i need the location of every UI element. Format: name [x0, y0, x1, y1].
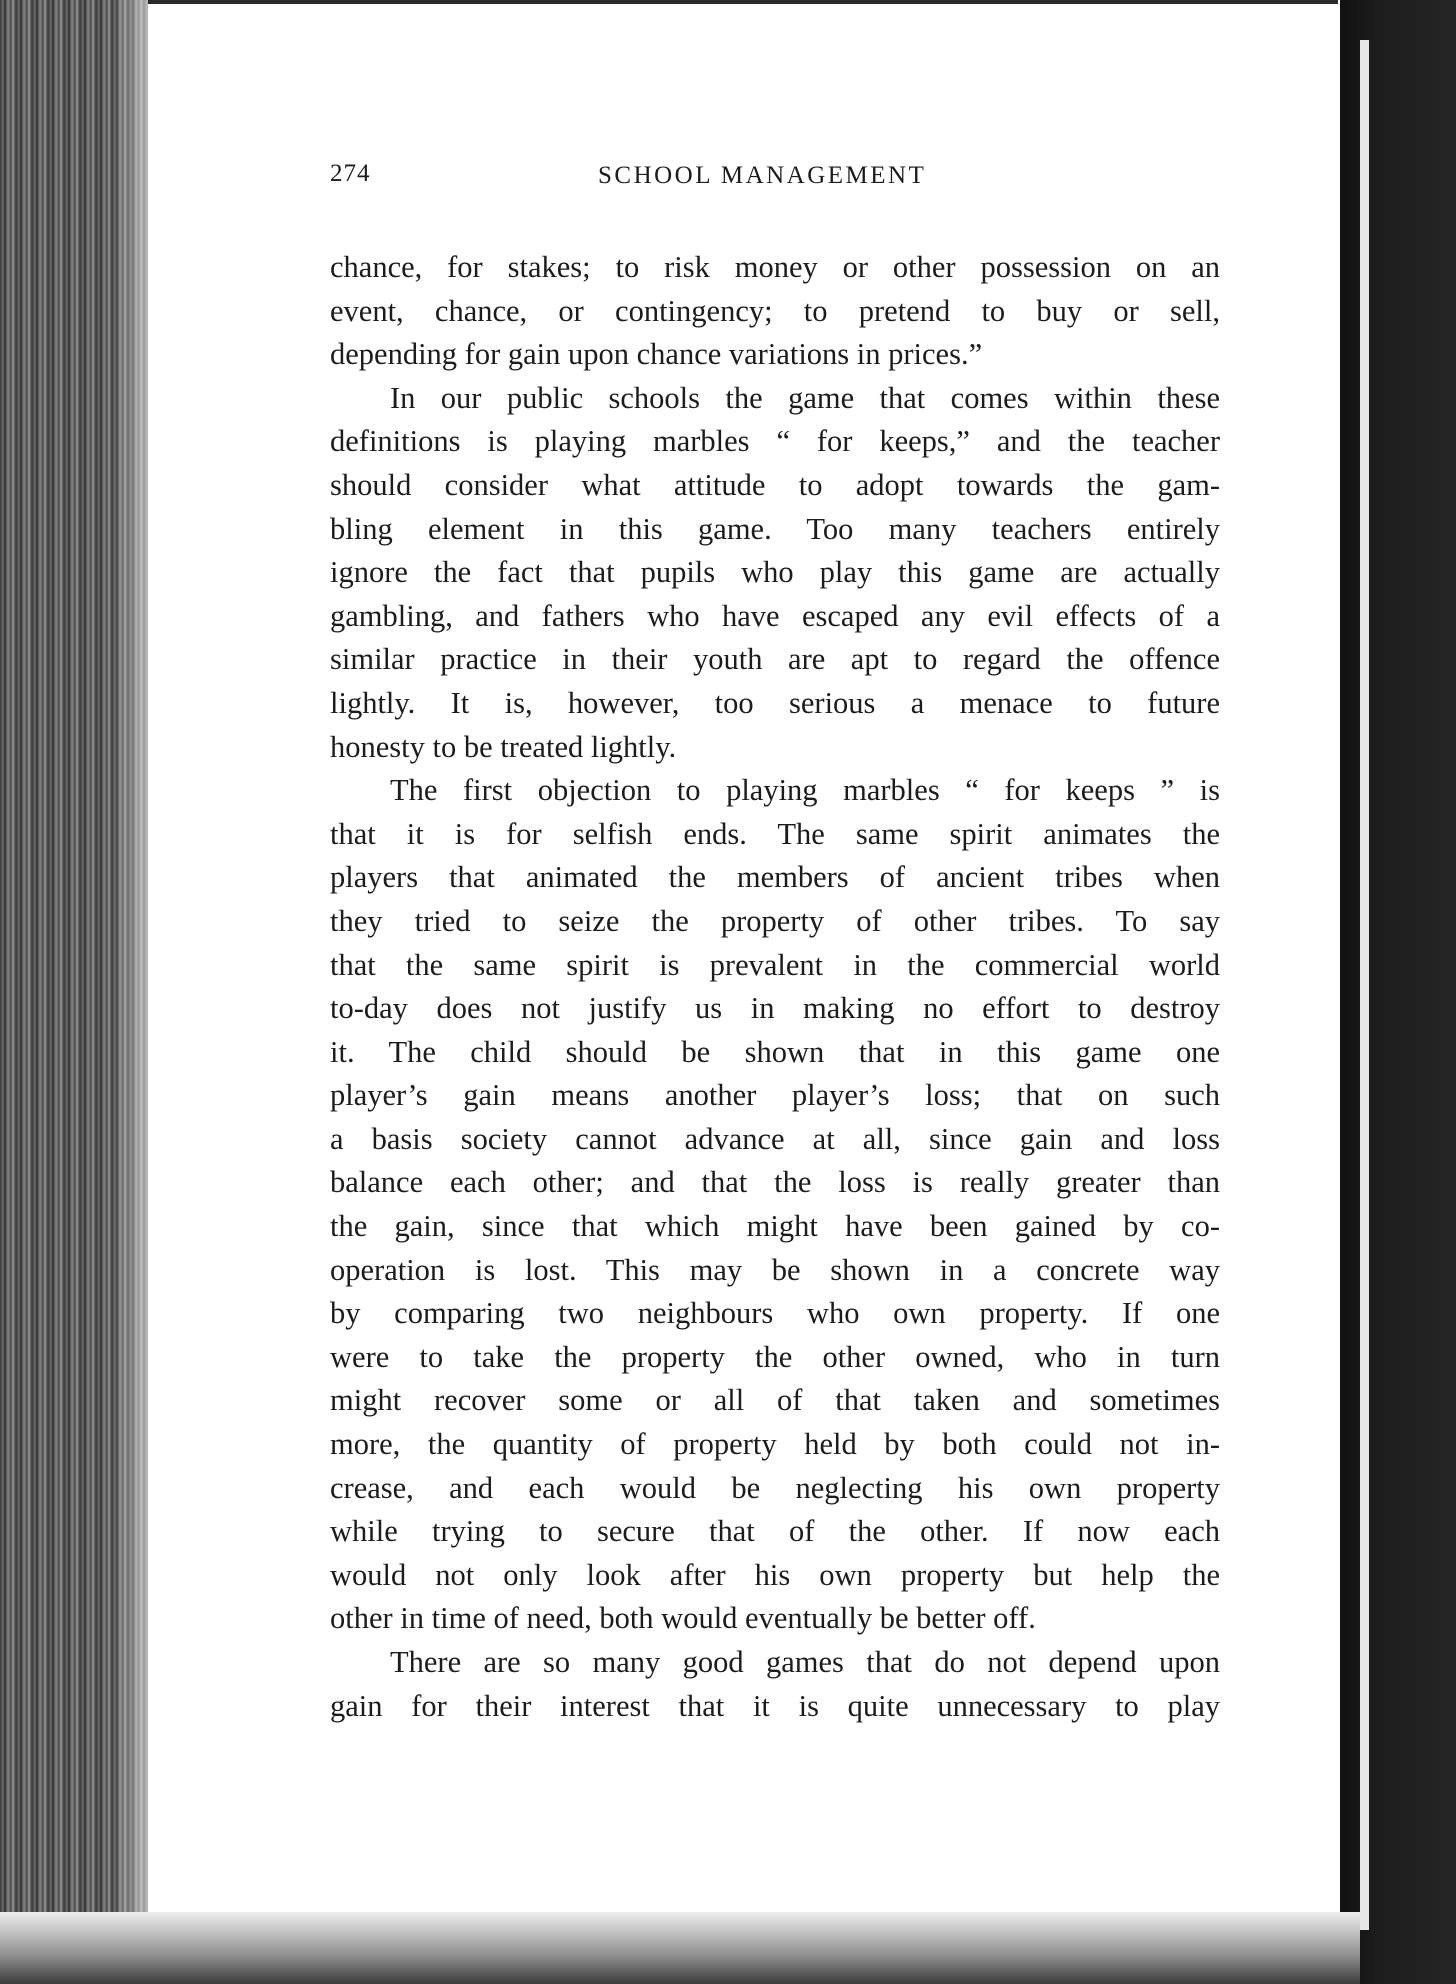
text-line: a basis society cannot advance at all, since gain and loss	[330, 1121, 1220, 1156]
paragraph	[330, 1641, 1220, 1728]
text-line: definitions is playing marbles “ for keeps,” and the teacher	[330, 424, 1220, 459]
text-line: balance each other; and that the loss is really greater than	[330, 1165, 1220, 1200]
page-edge-bottom	[0, 1912, 1360, 1984]
text-line: to-day does not justify us in making no effort to destroy	[330, 991, 1220, 1026]
text-line: depending for gain upon chance variations in prices.”	[330, 337, 983, 372]
text-line: by comparing two neighbours who own property. If one	[330, 1296, 1220, 1331]
body-text	[330, 246, 1220, 1728]
text-line: ignore the fact that pupils who play this game are actually	[330, 555, 1220, 590]
text-line: it. The child should be shown that in this game one	[330, 1034, 1220, 1069]
text-line: gain for their interest that it is quite unnecessary to play	[330, 1688, 1220, 1723]
text-line: that the same spirit is prevalent in the commercial world	[330, 947, 1220, 982]
text-line: similar practice in their youth are apt to regard the offence	[330, 642, 1220, 677]
text-line: There are so many good games that do not depend upon	[390, 1645, 1220, 1679]
text-line: the gain, since that which might have been gained by co-	[330, 1209, 1220, 1244]
text-line: players that animated the members of ancient tribes when	[330, 860, 1220, 895]
page-edge-top	[148, 0, 1338, 4]
text-line: would not only look after his own property but help the	[330, 1557, 1220, 1592]
running-head	[330, 160, 1220, 204]
page-stack-edge-left	[0, 0, 148, 1984]
text-line: The first objection to playing marbles “ for keeps ” is	[390, 773, 1220, 808]
facing-page-edge-right	[1340, 0, 1456, 1984]
text-line: other in time of need, both would eventually be better off.	[330, 1601, 1036, 1636]
text-line: while trying to secure that of the other. If now each	[330, 1514, 1220, 1549]
text-line: gambling, and fathers who have escaped any evil effects of a	[330, 598, 1220, 633]
text-line: bling element in this game. Too many teachers entirely	[330, 511, 1220, 546]
text-line: player’s gain means another player’s loss; that on such	[330, 1078, 1220, 1113]
text-line: crease, and each would be neglecting his own property	[330, 1470, 1220, 1505]
text-line: more, the quantity of property held by both could not in-	[330, 1427, 1220, 1462]
text-line: they tried to seize the property of other tribes. To say	[330, 903, 1220, 938]
text-line: that it is for selfish ends. The same spirit animates the	[330, 816, 1220, 851]
text-line: event, chance, or contingency; to pretend to buy or sell,	[330, 293, 1220, 328]
text-line: might recover some or all of that taken and sometimes	[330, 1383, 1220, 1418]
book-page	[330, 160, 1220, 1728]
text-line: should consider what attitude to adopt towards the gam-	[330, 467, 1220, 502]
text-line: lightly. It is, however, too serious a menace to future	[330, 685, 1220, 720]
page-number: 274	[330, 160, 371, 187]
text-line: were to take the property the other owned, who in turn	[330, 1339, 1220, 1374]
text-line: operation is lost. This may be shown in a concrete way	[330, 1252, 1220, 1287]
paragraph	[330, 769, 1220, 1641]
paragraph	[330, 377, 1220, 769]
paragraph	[330, 246, 1220, 377]
text-line: chance, for stakes; to risk money or other possession on an	[330, 250, 1220, 284]
running-title: SCHOOL MANAGEMENT	[598, 162, 927, 189]
text-line: honesty to be treated lightly.	[330, 729, 677, 764]
text-line: In our public schools the game that comes within these	[390, 380, 1220, 415]
